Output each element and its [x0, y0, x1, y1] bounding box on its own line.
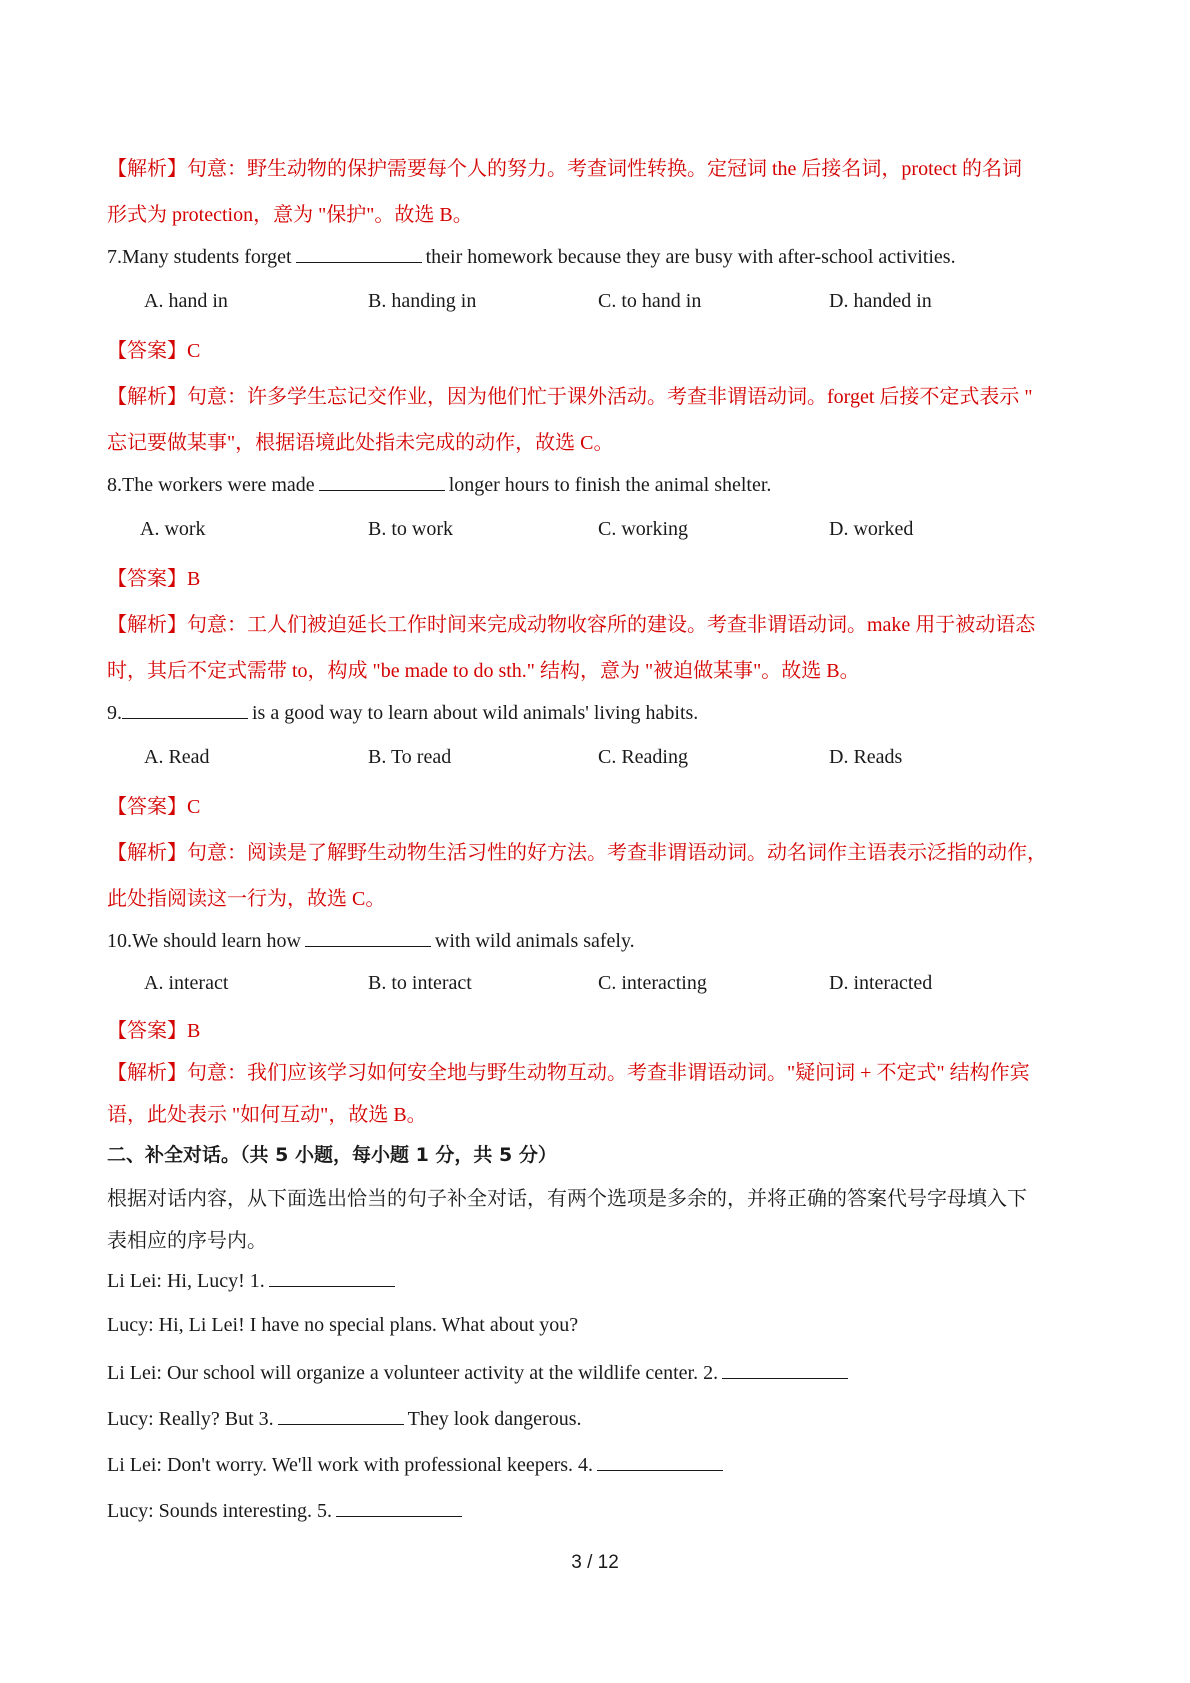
q10-stem: [107, 928, 635, 953]
dialogue-line-6: [107, 1498, 466, 1523]
section2-instructions-line1: 根据对话内容，从下面选出恰当的句子补全对话，有两个选项是多余的，并将正确的答案代号字母填入下: [107, 1188, 1027, 1210]
section2-instructions-line2: 表相应的序号内。: [107, 1230, 267, 1252]
q7-option-c: C. to hand in: [598, 290, 702, 312]
q7-analysis-line1: 【解析】句意：许多学生忘记交作业，因为他们忙于课外活动。考查非谓语动词。forget 后接不定式表示 ": [107, 386, 1033, 408]
q8-option-a: A. work: [140, 518, 206, 540]
dialogue-blank-5: [336, 1498, 462, 1517]
q8-option-d: D. worked: [829, 518, 914, 540]
q8-answer: 【答案】B: [107, 568, 201, 590]
dialogue-blank-1: [269, 1268, 395, 1287]
q8-option-c: C. working: [598, 518, 688, 540]
dialogue-line-4-end: They look dangerous.: [407, 1408, 582, 1430]
q10-analysis-line1: 【解析】句意：我们应该学习如何安全地与野生动物互动。考查非谓语动词。"疑问词 + 不定式" 结构作宾: [107, 1062, 1030, 1084]
q6-analysis-line2: 形式为 protection，意为 "保护"。故选 B。: [107, 204, 473, 226]
dialogue-line-1: [107, 1268, 399, 1293]
q7-answer: 【答案】C: [107, 340, 201, 362]
q7-stem-start: 7.Many students forget: [107, 246, 292, 268]
q8-stem: [107, 472, 771, 497]
page-number: 3 / 12: [571, 1552, 619, 1573]
q9-option-c: C. Reading: [598, 746, 688, 768]
q7-option-b: B. handing in: [368, 290, 477, 312]
dialogue-line-6-text: Lucy: Sounds interesting. 5.: [107, 1500, 332, 1522]
q9-answer: 【答案】C: [107, 796, 201, 818]
q10-stem-end: with wild animals safely.: [434, 930, 635, 952]
dialogue-line-3: [107, 1360, 852, 1385]
q7-option-d: D. handed in: [829, 290, 932, 312]
q9-analysis-line1: 【解析】句意：阅读是了解野生动物生活习性的好方法。考查非谓语动词。动名词作主语表示泛指的动作，: [107, 842, 1047, 864]
q10-option-b: B. to interact: [368, 972, 472, 994]
q10-option-c: C. interacting: [598, 972, 707, 994]
dialogue-line-4: [107, 1406, 582, 1431]
q8-stem-start: 8.The workers were made: [107, 474, 315, 496]
q8-blank: [319, 472, 445, 491]
q10-option-a: A. interact: [144, 972, 229, 994]
q8-analysis-line1: 【解析】句意：工人们被迫延长工作时间来完成动物收容所的建设。考查非谓语动词。make 用于被动语态: [107, 614, 1036, 636]
q9-option-d: D. Reads: [829, 746, 903, 768]
q7-stem: [107, 244, 956, 269]
q9-stem-end: is a good way to learn about wild animals' living habits.: [252, 702, 699, 724]
q9-option-a: A. Read: [144, 746, 210, 768]
dialogue-line-2-text: Lucy: Hi, Li Lei! I have no special plans. What about you?: [107, 1314, 579, 1336]
q8-analysis-line2: 时，其后不定式需带 to，构成 "be made to do sth." 结构，意为 "被迫做某事"。故选 B。: [107, 660, 860, 682]
dialogue-blank-3: [278, 1406, 404, 1425]
q8-option-b: B. to work: [368, 518, 453, 540]
dialogue-line-2: [107, 1314, 578, 1337]
dialogue-line-4-text: Lucy: Really? But 3.: [107, 1408, 274, 1430]
q8-stem-end: longer hours to finish the animal shelter.: [448, 474, 772, 496]
q10-blank: [305, 928, 431, 947]
q9-analysis-line2: 此处指阅读这一行为，故选 C。: [107, 888, 386, 910]
q9-option-b: B. To read: [368, 746, 452, 768]
q9-blank: [122, 700, 248, 719]
dialogue-line-5: [107, 1452, 727, 1477]
dialogue-blank-2: [722, 1360, 848, 1379]
section2-title: 二、补全对话。（共 5 小题，每小题 1 分，共 5 分）: [107, 1144, 557, 1166]
q9-stem-start: 9.: [107, 702, 122, 724]
q10-answer: 【答案】B: [107, 1020, 201, 1042]
q7-blank: [296, 244, 422, 263]
q7-option-a: A. hand in: [144, 290, 228, 312]
q7-stem-end: their homework because they are busy with after-school activities.: [425, 246, 956, 268]
q6-analysis-line1: 【解析】句意：野生动物的保护需要每个人的努力。考查词性转换。定冠词 the 后接名词，protect 的名词: [107, 158, 1022, 180]
q10-analysis-line2: 语，此处表示 "如何互动"，故选 B。: [107, 1104, 427, 1126]
q10-option-d: D. interacted: [829, 972, 933, 994]
dialogue-line-1-text: Li Lei: Hi, Lucy! 1.: [107, 1270, 265, 1292]
dialogue-line-3-text: Li Lei: Our school will organize a volunteer activity at the wildlife center. 2.: [107, 1362, 719, 1384]
dialogue-blank-4: [597, 1452, 723, 1471]
dialogue-line-5-text: Li Lei: Don't worry. We'll work with professional keepers. 4.: [107, 1454, 594, 1476]
q10-stem-start: 10.We should learn how: [107, 930, 301, 952]
q9-stem: [107, 700, 698, 725]
q7-analysis-line2: 忘记要做某事"，根据语境此处指未完成的动作，故选 C。: [107, 432, 614, 454]
